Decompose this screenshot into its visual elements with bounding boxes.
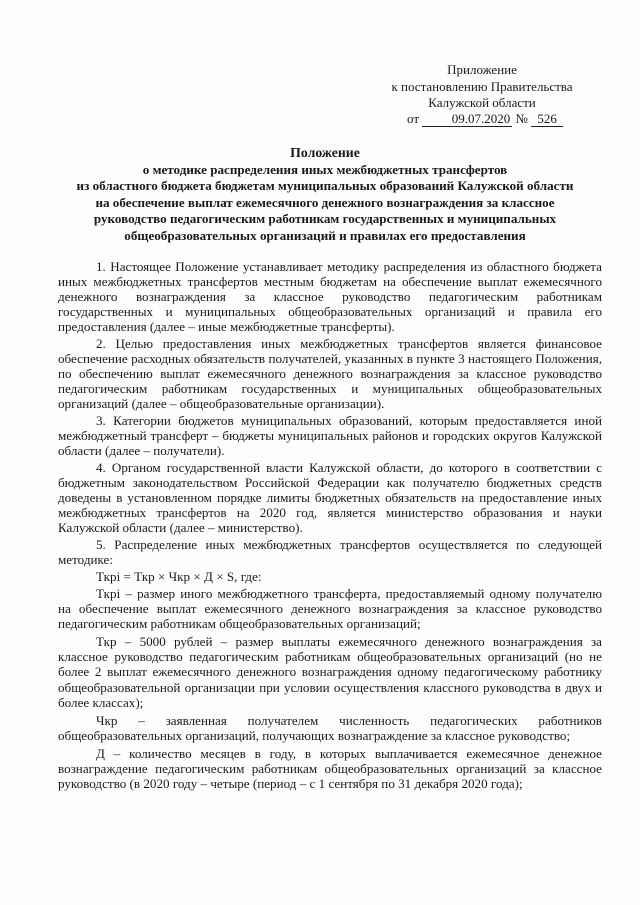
- paragraph-2: 2. Целью предоставления иных межбюджетных трансфертов является финансовое обеспечение расходных обязательств получателей, указанных в пункте 3 настоящего Положения, по обеспечению выплат ежемесячного денежного вознаграждения за классное руководство педагогическим работникам государственных и муниципальных общеобразовательных организаций (далее – общеобразовательные организации).: [58, 335, 602, 412]
- number-sign: №: [515, 111, 528, 126]
- formula: Ткрi = Ткр × Чкр × Д × S, где:: [96, 568, 262, 584]
- definition-d: Д – количество месяцев в году, в которых выплачивается ежемесячное денежное вознаграждение педагогическим работникам общеобразовательных организаций за классное руководство (в 2020 году – четыре (период – с 1 сентября по 31 декабря 2020 года);: [58, 745, 602, 792]
- definition-tkri: Ткрi – размер иного межбюджетного трансферта, предоставляемый одному получателю на обеспечение выплат ежемесячного денежного вознаграждения за классное руководство педагогическим работникам общеобразовательных организаций;: [58, 585, 602, 632]
- paragraph-5: 5. Распределение иных межбюджетных трансфертов осуществляется по следующей методике:: [58, 536, 602, 567]
- appendix-header: [362, 62, 602, 112]
- title-line-3: на обеспечение выплат ежемесячного денежного вознаграждения за классное: [95, 194, 555, 210]
- title-line-4: руководство педагогическим работникам государственных и муниципальных: [93, 211, 557, 227]
- paragraph-3: 3. Категории бюджетов муниципальных образований, которым предоставляется иной межбюджетный трансферт – бюджеты муниципальных районов и городских округов Калужской области (далее – получатели).: [58, 412, 602, 459]
- definition-chkr: Чкр – заявленная получателем численность педагогических работников общеобразовательных организаций, получающих вознаграждение за классное руководство;: [58, 712, 602, 743]
- decree-date-line: [407, 111, 563, 127]
- appendix-region: Калужской области: [428, 95, 536, 110]
- title-line-1: о методике распределения иных межбюджетных трансфертов: [142, 161, 508, 177]
- decree-date: 09.07.2020: [422, 112, 512, 127]
- title-line-2: из областного бюджета бюджетам муниципальных образований Калужской области: [76, 178, 574, 194]
- title-main: Положение: [290, 145, 360, 160]
- appendix-label: Приложение: [447, 62, 517, 77]
- document-title: [52, 145, 598, 245]
- date-prefix: от: [407, 111, 420, 126]
- definition-tkr: Ткр – 5000 рублей – размер выплаты ежемесячного денежного вознаграждения за классное руководство педагогическим работникам общеобразовательных организаций (но не более 2 выплат ежемесячного денежного вознаграждения одному педагогическому работнику общеобразовательной организации при условии осуществления классного руководства в двух и более классах);: [58, 634, 602, 710]
- title-line-5: общеобразовательных организаций и правилах его предоставления: [124, 227, 526, 243]
- paragraph-1: 1. Настоящее Положение устанавливает методику распределения из областного бюджета иных межбюджетных трансфертов местным бюджетам на обеспечение выплат ежемесячного денежного вознаграждения за классное руководство педагогическим работникам государственных и муниципальных общеобразовательных организаций и правила его предоставления (далее – иные межбюджетные трансферты).: [58, 259, 602, 335]
- appendix-decree: к постановлению Правительства: [391, 78, 573, 94]
- document-body: [58, 259, 602, 794]
- decree-number: 526: [531, 112, 563, 127]
- paragraph-4: 4. Органом государственной власти Калужской области, до которого в соответствии с бюджетным законодательством Российской Федерации как получателю бюджетных средств доведены в установленном порядке лимиты бюджетных обязательств на предоставление иных межбюджетных трансфертов на 2020 год, является министерство образования и науки Калужской области (далее – министерство).: [58, 459, 602, 536]
